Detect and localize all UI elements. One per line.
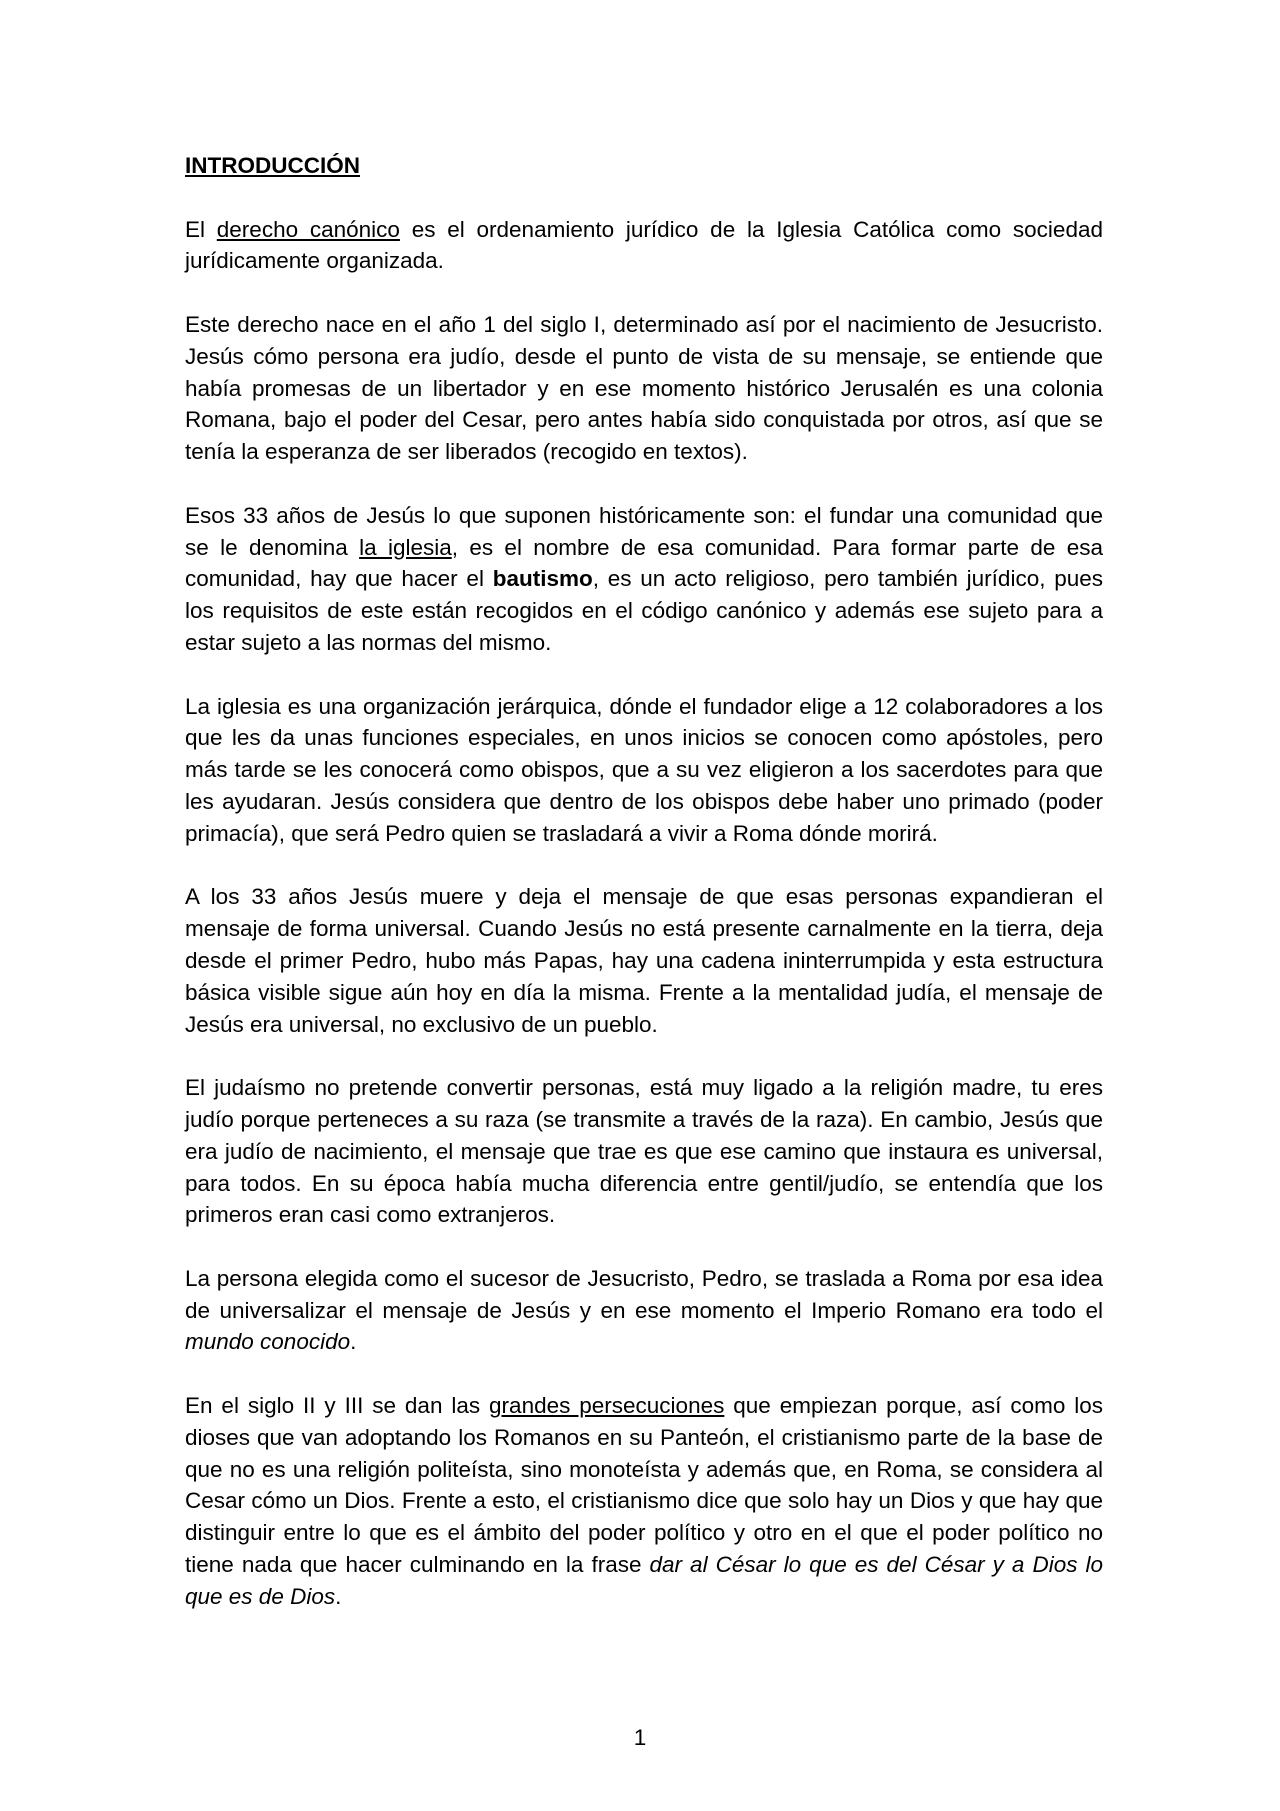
- text-segment: El judaísmo no pretende convertir personas, está muy ligado a la religión madre, tu eres judío porque perteneces a su raza (se transmite a través de la raza). En cambio, Jesús que era judío de nacimiento, el mensaje que trae es que ese camino que instaura es universal, para todos. En su época había mucha diferencia entre gentil/judío, se entendía que los primeros eran casi como extranjeros.: [185, 1075, 1103, 1228]
- italic-text-segment: mundo conocido: [185, 1329, 351, 1355]
- text-segment: La iglesia es una organización jerárquica, dónde el fundador elige a 12 colaboradores a los que les da unas funciones especiales, en unos inicios se conocen como apóstoles, pero más tarde se les conocerá como obispos, que a su vez eligieron a los sacerdotes para que les ayudaran. Jesús considera que dentro de los obispos debe haber uno primado (poder primacía), que será Pedro quien se trasladará a vivir a Roma dónde morirá.: [185, 693, 1103, 846]
- document-page: [185, 150, 1103, 1644]
- paragraph: [185, 309, 1103, 468]
- text-segment: que empiezan porque, así como los dioses que van adoptando los Romanos en su Panteón, el cristianismo parte de la base de que no es una religión politeísta, sino monoteísta y además que, en Roma, se considera al Cesar cómo un Dios. Frente a esto, el cristianismo dice que solo hay un Dios y que hay que distinguir entre lo que es el ámbito del poder político y otro en el que el poder político no tiene nada que hacer culminando en la frase: [185, 1393, 1104, 1578]
- text-segment: , es un acto religioso, pero también jurídico, pues los requisitos de este están recogidos en el código canónico y además ese sujeto para a estar sujeto a las normas del mismo.: [185, 566, 1103, 655]
- document-body: [185, 214, 1103, 1613]
- paragraph: [185, 691, 1103, 850]
- underline-text-segment: derecho canónico: [216, 216, 400, 242]
- text-segment: A los 33 años Jesús muere y deja el mensaje de que esas personas expandieran el mensaje de forma universal. Cuando Jesús no está presente carnalmente en la tierra, deja desde el primer Pedro, hubo más Papas, hay una cadena ininterrumpida y esta estructura básica visible sigue aún hoy en día la misma. Frente a la mentalidad judía, el mensaje de Jesús era universal, no exclusivo de un pueblo.: [185, 884, 1103, 1037]
- text-segment: Este derecho nace en el año 1 del siglo I, determinado así por el nacimiento de Jesucristo. Jesús cómo persona era judío, desde el punto de vista de su mensaje, se entiende que había promesas de un libertador y en ese momento histórico Jerusalén es una colonia Romana, bajo el poder del Cesar, pero antes había sido conquistada por otros, así que se tenía la esperanza de ser liberados (recogido en textos).: [185, 311, 1103, 465]
- text-segment: El: [185, 216, 217, 242]
- text-segment: Esos 33 años de Jesús lo que suponen históricamente son: el fundar una comunidad que se le denomina: [185, 502, 1103, 560]
- text-segment: , es el nombre de esa comunidad. Para formar parte de esa comunidad, hay que hacer el: [185, 534, 1103, 592]
- text-segment: .: [335, 1583, 342, 1609]
- underline-text-segment: la iglesia: [359, 534, 452, 560]
- bold-text-segment: bautismo: [492, 566, 593, 592]
- text-segment: En el siglo II y III se dan las: [185, 1393, 490, 1419]
- underline-text-segment: grandes persecuciones: [489, 1393, 725, 1419]
- page-number: 1: [633, 1725, 647, 1750]
- paragraph: [185, 1263, 1103, 1358]
- paragraph: [185, 214, 1103, 278]
- paragraph: [185, 500, 1103, 659]
- italic-text-segment: dar al César lo que es del César y a Dios lo que es de Dios: [185, 1552, 1103, 1609]
- text-segment: es el ordenamiento jurídico de la Iglesia Católica como sociedad jurídicamente organizada.: [185, 216, 1103, 274]
- paragraph: [185, 1390, 1103, 1613]
- text-segment: La persona elegida como el sucesor de Jesucristo, Pedro, se traslada a Roma por esa idea de universalizar el mensaje de Jesús y en ese momento el Imperio Romano era todo el: [185, 1265, 1103, 1323]
- paragraph: [185, 1072, 1103, 1231]
- paragraph: [185, 881, 1103, 1040]
- document-title: INTRODUCCIÓN: [185, 153, 360, 178]
- text-segment: .: [350, 1329, 357, 1355]
